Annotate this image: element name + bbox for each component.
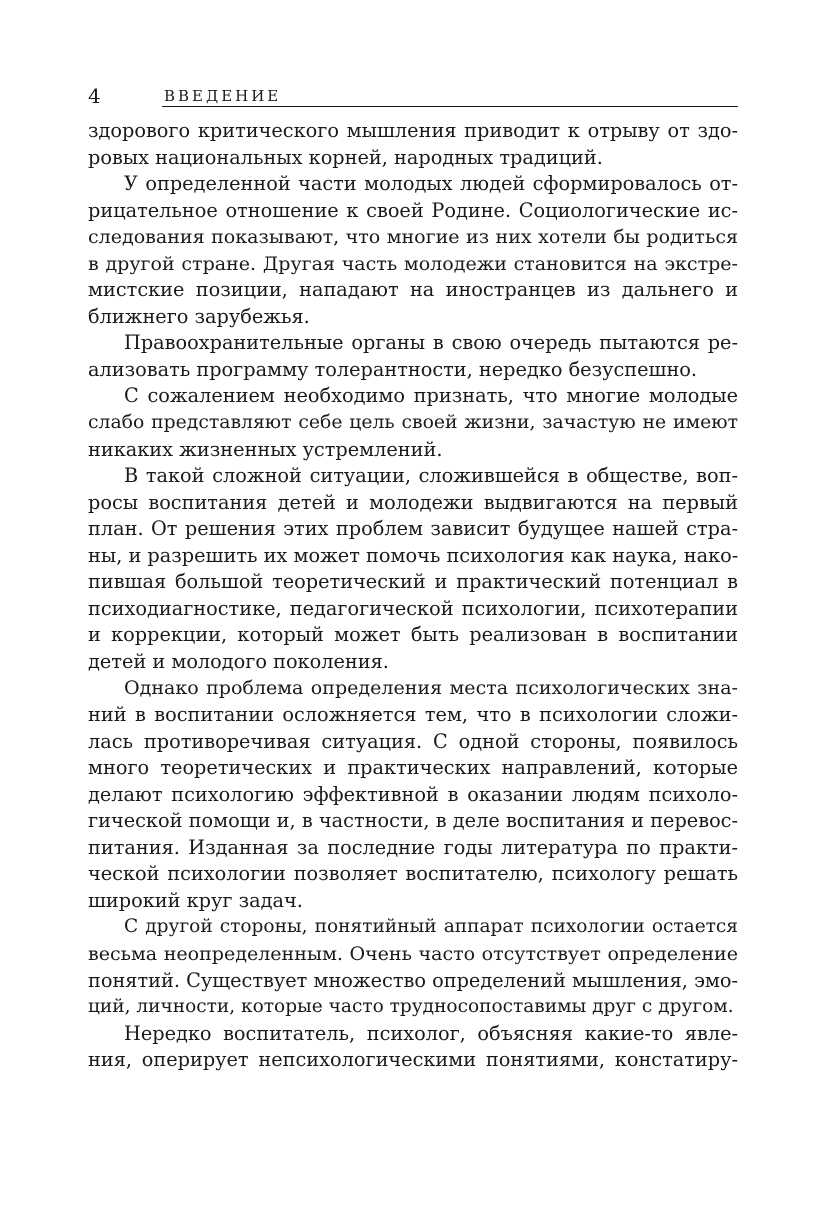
paragraph-5 (88, 463, 738, 675)
header-rule (162, 106, 738, 107)
text-line: план. От решения этих проблем зависит будущее нашей стра- (88, 517, 738, 541)
text-line: гической помощи и, в частности, в деле воспитания и перевос- (88, 809, 738, 833)
text-line: Однако проблема определения места психологических зна- (124, 677, 738, 700)
text-line: психодиагностике, педагогической психологии, психотерапии (88, 596, 738, 620)
text-line: и коррекции, который может быть реализован в воспитании (88, 623, 738, 647)
text-line: В такой сложной ситуации, сложившейся в обществе, воп- (124, 464, 738, 488)
running-head (88, 84, 738, 108)
text-line: в другой стране. Другая часть молодежи становится на экстре- (88, 252, 738, 275)
text-line: пившая большой теоретический и практический потенциал в (88, 570, 738, 594)
text-line: росы воспитания детей и молодежи выдвигаются на первый (88, 490, 738, 514)
paragraph-3 (88, 330, 738, 383)
paragraph-6 (88, 675, 738, 914)
text-line: ровых национальных корней, народных традиций. (88, 145, 603, 169)
text-line: ближнего зарубежья. (88, 304, 310, 328)
section-title: ВВЕДЕНИЕ (164, 87, 282, 105)
text-line: много теоретических и практических направлений, которые (88, 756, 738, 780)
text-line: следования показывают, что многие из них хотели бы родиться (88, 226, 738, 249)
text-line: мистские позиции, нападают на иностранцев из дальнего и (88, 278, 738, 302)
text-line: рицательное отношение к своей Родине. Социологические ис- (88, 198, 738, 222)
text-line: делают психологию эффективной в оказании людям психоло- (88, 782, 738, 806)
text-line: широкий круг задач. (88, 888, 303, 912)
text-line: ализовать программу толерантности, нередко безуспешно. (88, 357, 698, 381)
text-line: здорового критического мышления приводит к отрыву от здо- (88, 119, 738, 142)
text-line: детей и молодого поколения. (88, 649, 389, 673)
text-line: ций, личности, которые часто трудносопоставимы друг с другом. (88, 996, 734, 1018)
text-line: питания. Изданная за последние годы литература по практи- (88, 835, 738, 859)
page-number: 4 (88, 84, 101, 108)
text-line: С сожалением необходимо признать, что многие молодые (124, 384, 738, 408)
text-line: У определенной части молодых людей сформировалось от- (124, 172, 738, 196)
paragraph-7 (88, 914, 738, 1020)
text-line: ний в воспитании осложняется тем, что в психологии сложи- (88, 703, 738, 727)
text-line: Правоохранительные органы в свою очередь пытаются ре- (124, 331, 738, 355)
paragraph-8 (88, 1021, 738, 1074)
body-text (88, 118, 738, 1074)
text-line: лась противоречивая ситуация. С одной стороны, появилось (88, 729, 738, 753)
paragraph-2 (88, 171, 738, 330)
text-line: ны, и разрешить их может помочь психология как наука, нако- (88, 543, 739, 567)
text-line: весьма неопределенным. Очень часто отсутствует определение (88, 942, 738, 965)
text-line: Нередко воспитатель, психолог, объясняя какие-то явле- (124, 1021, 738, 1045)
text-line: никаких жизненных устремлений. (88, 437, 443, 461)
text-line: ческой психологии позволяет воспитателю, психологу решать (88, 862, 738, 886)
text-line: С другой стороны, понятийный аппарат психологии остается (124, 916, 738, 938)
paragraph-1 (88, 118, 738, 171)
paragraph-4 (88, 383, 738, 463)
text-line: ния, оперирует непсихологическими понятиями, констатиру- (88, 1048, 738, 1072)
text-line: понятий. Существует множество определений мышления, эмо- (88, 968, 738, 992)
text-line: слабо представляют себе цель своей жизни, зачастую не имеют (88, 412, 738, 434)
